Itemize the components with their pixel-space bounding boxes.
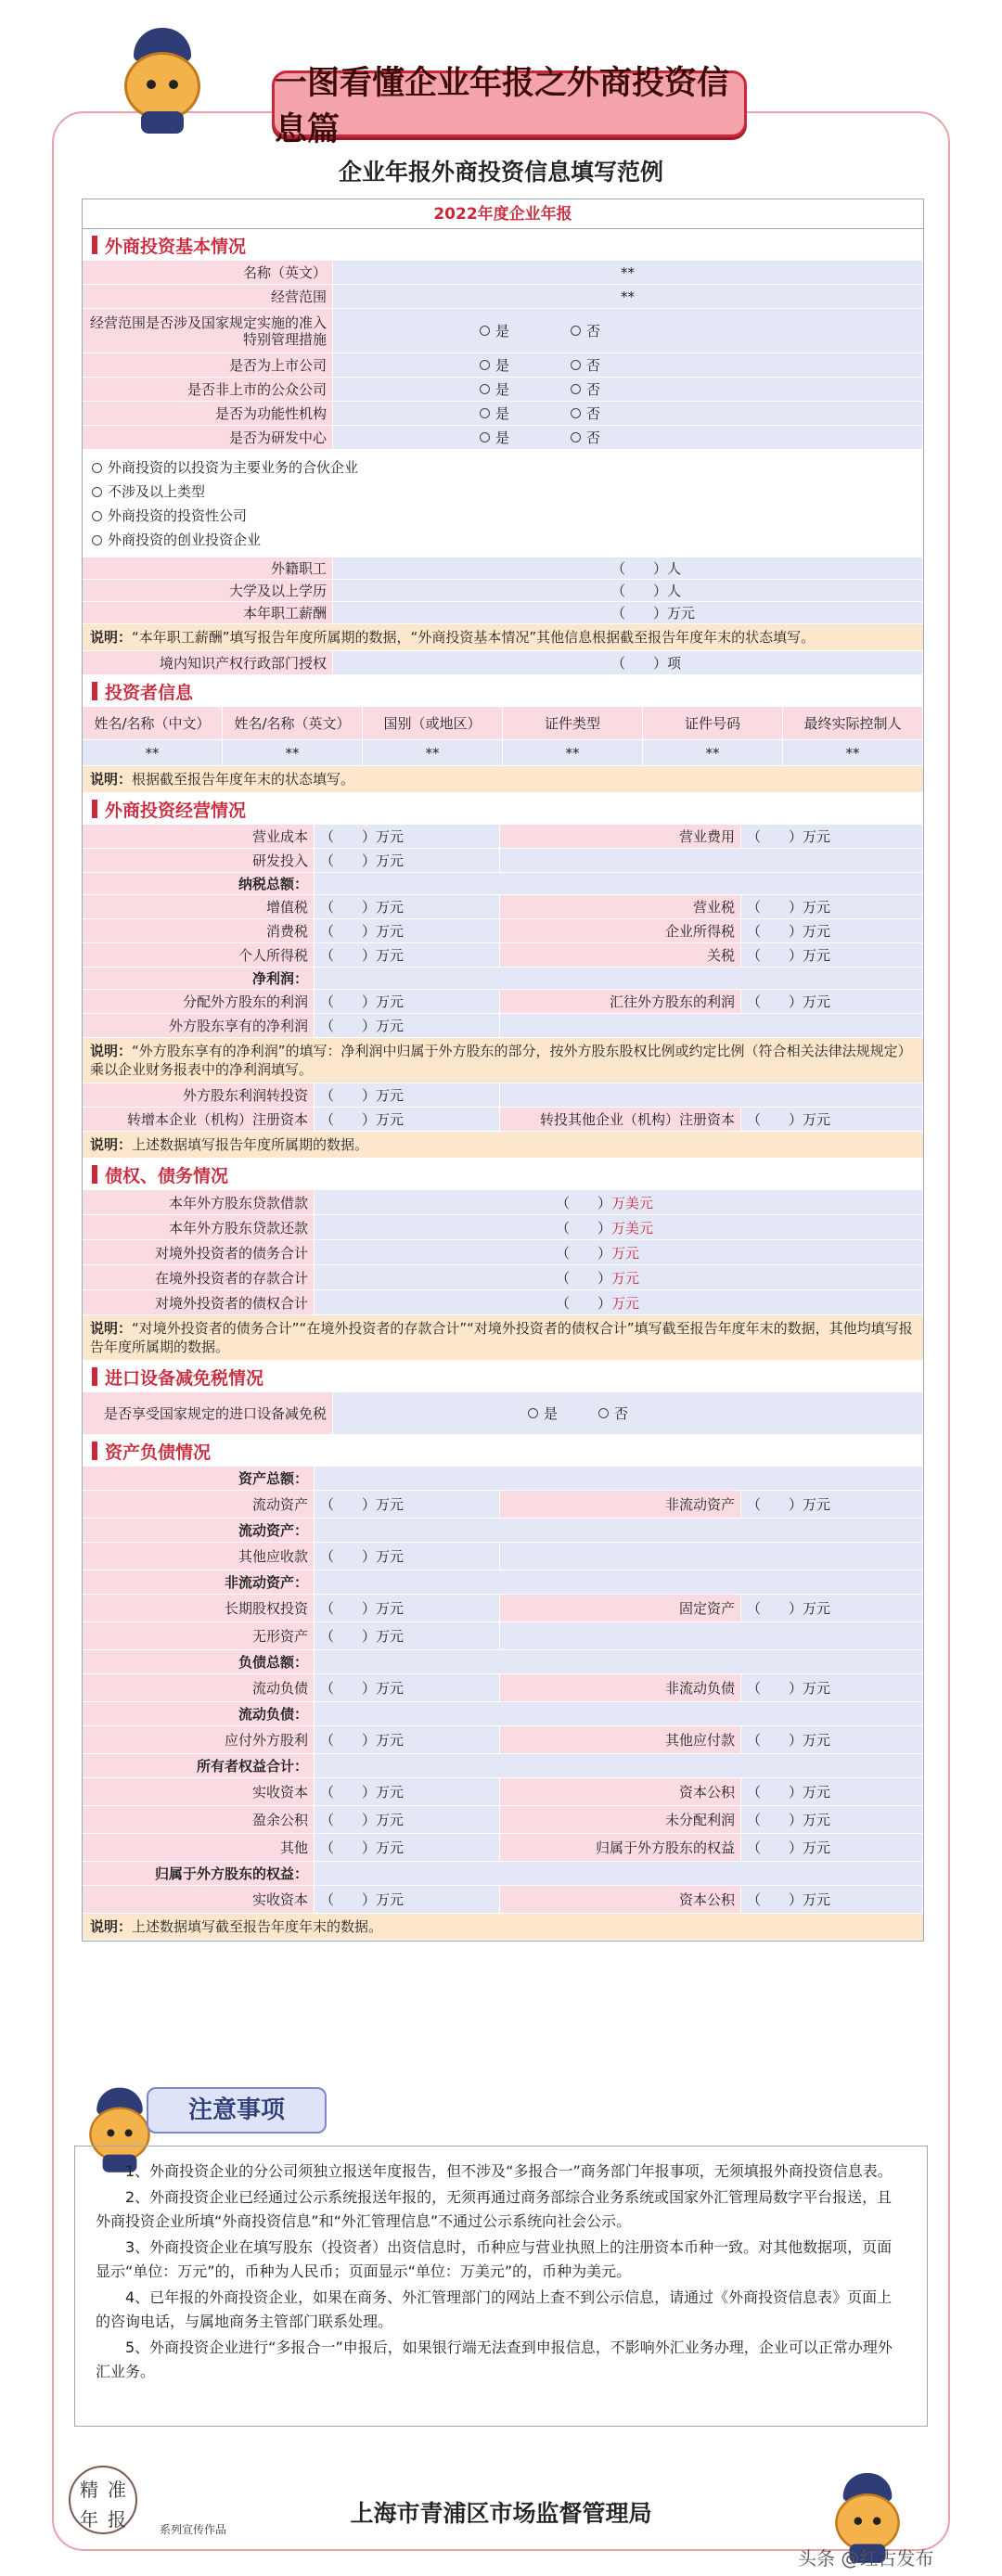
rd-field[interactable]: （ ） 万元 (315, 849, 500, 873)
current-assets-sub-label: 流动资产： (83, 1519, 315, 1543)
lt-equity-label: 长期股权投资 (83, 1595, 315, 1622)
business-tax-label: 营业税 (500, 895, 741, 919)
expense-label: 营业费用 (500, 825, 741, 849)
foreign-staff-field[interactable]: （ ） 人 (333, 557, 923, 580)
equity-total-label: 所有者权益合计： (83, 1754, 315, 1778)
foreign-attrib-field[interactable]: （ ） 万元 (741, 1834, 923, 1862)
paid-capital-field[interactable]: （ ） 万元 (315, 1778, 500, 1806)
surplus-reserve-label: 盈余公积 (83, 1806, 315, 1834)
radio-yes[interactable] (480, 326, 490, 336)
notes-box (74, 2146, 928, 2427)
radio-group[interactable]: 是 否 (333, 378, 923, 402)
current-liab-label: 流动负债 (83, 1674, 315, 1702)
note-item: 2、外商投资企业已经通过公示系统报送年报的，无须再通过商务部综合业务系统或国家外汇管理局数字平台报送，且外商投资企业所填“外商投资信息”和“外汇管理信息”不通过公示系统向社会公示。 (96, 2188, 893, 2230)
remit-profit-label: 汇往外方股东的利润 (500, 990, 741, 1014)
debt-field[interactable]: （ ） 万美元 (315, 1215, 923, 1240)
banner-title: 一图看懂企业年报之外商投资信息篇 (272, 70, 747, 137)
to-other-label: 转投其他企业（机构）注册资本 (500, 1108, 741, 1132)
other-receivable-field[interactable]: （ ） 万元 (315, 1543, 500, 1570)
cost-label: 营业成本 (83, 825, 315, 849)
to-other-field[interactable]: （ ） 万元 (741, 1108, 923, 1132)
type-option[interactable]: 不涉及以上类型 (92, 480, 914, 504)
to-capital-label: 转增本企业（机构）注册资本 (83, 1108, 315, 1132)
table-cell: ** (783, 740, 923, 766)
section-operation-title: 外商投资经营情况 (83, 793, 923, 825)
debt-label: 本年外方股东贷款还款 (83, 1215, 315, 1240)
operation-note-2: 说明：上述数据填写报告年度所属期的数据。 (83, 1132, 923, 1159)
reinvest-field[interactable]: （ ） 万元 (315, 1083, 500, 1108)
section-balance-title: 资产负债情况 (83, 1435, 923, 1467)
college-staff-field[interactable]: （ ） 人 (333, 580, 923, 602)
total-assets-label: 资产总额： (83, 1467, 315, 1491)
radio-yes[interactable] (528, 1408, 538, 1418)
others-field[interactable]: （ ） 万元 (315, 1834, 500, 1862)
radio-group[interactable]: 是 否 (333, 353, 923, 378)
radio-no[interactable] (571, 432, 581, 442)
intangible-label: 无形资产 (83, 1622, 315, 1650)
section-investor-title: 投资者信息 (83, 675, 923, 707)
capital-reserve-label: 资本公积 (500, 1778, 741, 1806)
note-item: 1、外商投资企业的分公司须独立报送年度报告，但不涉及“多报合一”商务部门年报事项，无须填报外商投资信息表。 (125, 2162, 893, 2180)
operation-note: 说明：“外方股东享有的净利润”的填写：净利润中归属于外方股东的部分，按外方股东股权比例或约定比例（符合相关法律法规规定）乘以企业财务报表中的净利润填写。 (83, 1038, 923, 1083)
current-liab-sub-label: 流动负债： (83, 1702, 315, 1726)
foreign-attrib-label: 归属于外方股东的权益 (500, 1834, 741, 1862)
note-item: 5、外商投资企业进行“多报合一”申报后，如果银行端无法查到申报信息，不影响外汇业务办理，企业可以正常办理外汇业务。 (96, 2339, 893, 2380)
noncurrent-assets-label: 非流动资产 (500, 1491, 741, 1519)
total-liab-label: 负债总额： (83, 1650, 315, 1674)
payable-foreign-field[interactable]: （ ） 万元 (315, 1726, 500, 1754)
debt-field[interactable]: （ ） 万元 (315, 1265, 923, 1290)
lt-equity-field[interactable]: （ ） 万元 (315, 1595, 500, 1622)
debt-note: 说明：“对境外投资者的债务合计”“在境外投资者的存款合计”“对境外投资者的债权合计”填写截至报告年度年末的数据，其他均填写报告年度所属期的数据。 (83, 1315, 923, 1361)
dist-profit-field[interactable]: （ ） 万元 (315, 990, 500, 1014)
rd-label: 研发投入 (83, 849, 315, 873)
q-special-measures: 经营范围是否涉及国家规定实施的准入特别管理措施 (83, 309, 333, 353)
noncurrent-assets-field[interactable]: （ ） 万元 (741, 1491, 923, 1519)
paid-capital-2-label: 实收资本 (83, 1886, 315, 1914)
form-subtitle: 企业年报外商投资信息填写范例 (338, 159, 663, 186)
remit-profit-field[interactable]: （ ） 万元 (741, 990, 923, 1014)
type-option[interactable]: 外商投资的创业投资企业 (92, 528, 914, 552)
corp-income-tax-label: 企业所得税 (500, 919, 741, 943)
watermark: 头条 @红古发布 (798, 2547, 934, 2570)
undistributed-label: 未分配利润 (500, 1806, 741, 1834)
balance-note: 说明：上述数据填写截至报告年度年末的数据。 (83, 1914, 923, 1941)
table-cell: ** (223, 740, 363, 766)
equipment-question: 是否享受国家规定的进口设备减免税 (83, 1392, 333, 1435)
customs-field[interactable]: （ ） 万元 (741, 943, 923, 968)
section-basic-title: 外商投资基本情况 (83, 229, 923, 261)
foreign-share-label: 外方股东享有的净利润 (83, 1014, 315, 1038)
radio-no[interactable] (598, 1408, 609, 1418)
section-debt-title: 债权、债务情况 (83, 1159, 923, 1190)
q-listed: 是否为上市公司 (83, 353, 333, 378)
to-capital-field[interactable]: （ ） 万元 (315, 1108, 500, 1132)
ip-label: 境内知识产权行政部门授权 (83, 651, 333, 675)
current-assets-field[interactable]: （ ） 万元 (315, 1491, 500, 1519)
q-rd-center: 是否为研发中心 (83, 426, 333, 450)
other-payable-field[interactable]: （ ） 万元 (741, 1726, 923, 1754)
lion-mascot-icon (111, 20, 213, 134)
salary-field[interactable]: （ ） 万元 (333, 602, 923, 624)
type-option[interactable]: 外商投资的以投资为主要业务的合伙企业 (92, 455, 914, 480)
personal-tax-field[interactable]: （ ） 万元 (315, 943, 500, 968)
sample-form (82, 199, 924, 1942)
current-liab-field[interactable]: （ ） 万元 (315, 1674, 500, 1702)
capital-reserve-field[interactable]: （ ） 万元 (741, 1778, 923, 1806)
table-cell: ** (83, 740, 223, 766)
col-id-number: 证件号码 (643, 707, 783, 740)
consumption-tax-label: 消费税 (83, 919, 315, 943)
footer-org: 上海市青浦区市场监督管理局 (350, 2500, 652, 2527)
corp-income-tax-field[interactable]: （ ） 万元 (741, 919, 923, 943)
investor-header-row (83, 707, 923, 740)
col-controller: 最终实际控制人 (783, 707, 923, 740)
vat-label: 增值税 (83, 895, 315, 919)
fixed-assets-field[interactable]: （ ） 万元 (741, 1595, 923, 1622)
name-en-label: 名称（英文） (83, 261, 333, 285)
type-options (83, 450, 923, 557)
vat-field[interactable]: （ ） 万元 (315, 895, 500, 919)
debt-field[interactable]: （ ） 万美元 (315, 1190, 923, 1215)
col-name-en: 姓名/名称（英文） (223, 707, 363, 740)
radio-group[interactable]: 是 否 (333, 1392, 923, 1435)
radio-no[interactable] (571, 360, 581, 370)
col-id-type: 证件类型 (503, 707, 643, 740)
scope-label: 经营范围 (83, 285, 333, 309)
year-header: 2022年度企业年报 (83, 199, 923, 229)
consumption-tax-field[interactable]: （ ） 万元 (315, 919, 500, 943)
salary-label: 本年职工薪酬 (83, 602, 333, 624)
reinvest-label: 外方股东利润转投资 (83, 1083, 315, 1108)
scope-value: ** (333, 285, 923, 309)
surplus-reserve-field[interactable]: （ ） 万元 (315, 1806, 500, 1834)
other-receivable-label: 其他应收款 (83, 1543, 315, 1570)
col-country: 国别（或地区） (363, 707, 503, 740)
payable-foreign-label: 应付外方股利 (83, 1726, 315, 1754)
debt-label: 本年外方股东贷款借款 (83, 1190, 315, 1215)
radio-group[interactable]: 是 否 (333, 426, 923, 450)
section-equipment-title: 进口设备减免税情况 (83, 1361, 923, 1392)
cost-field[interactable]: （ ） 万元 (315, 825, 500, 849)
college-staff-label: 大学及以上学历 (83, 580, 333, 602)
others-label: 其他 (83, 1834, 315, 1862)
debt-label: 对境外投资者的债权合计 (83, 1290, 315, 1315)
stamp-logo: 精 准 年 报 (69, 2466, 137, 2534)
noncurrent-assets-sub-label: 非流动资产： (83, 1570, 315, 1595)
noncurrent-liab-field[interactable]: （ ） 万元 (741, 1674, 923, 1702)
tax-total-label: 纳税总额： (83, 873, 315, 895)
series-text: 系列宣传作品 (160, 2523, 227, 2536)
radio-group[interactable]: 是 否 (333, 309, 923, 353)
debt-label: 在境外投资者的存款合计 (83, 1265, 315, 1290)
table-cell: ** (643, 740, 783, 766)
capital-reserve-2-field[interactable]: （ ） 万元 (741, 1886, 923, 1914)
capital-reserve-2-label: 资本公积 (500, 1886, 741, 1914)
radio-yes[interactable] (480, 408, 490, 418)
paid-capital-2-field[interactable]: （ ） 万元 (315, 1886, 500, 1914)
dist-profit-label: 分配外方股东的利润 (83, 990, 315, 1014)
table-cell: ** (503, 740, 643, 766)
attention-title: 注意事项 (147, 2087, 327, 2134)
q-functional: 是否为功能性机构 (83, 402, 333, 426)
radio-yes[interactable] (480, 432, 490, 442)
business-tax-field[interactable]: （ ） 万元 (741, 895, 923, 919)
expense-field[interactable]: （ ） 万元 (741, 825, 923, 849)
basic-note: 说明：“本年职工薪酬”填写报告年度所属期的数据，“外商投资基本情况”其他信息根据截至报告年度年末的状态填写。 (83, 624, 923, 651)
radio-yes[interactable] (480, 384, 490, 394)
q-public: 是否非上市的公众公司 (83, 378, 333, 402)
intangible-field[interactable]: （ ） 万元 (315, 1622, 500, 1650)
debt-label: 对境外投资者的债务合计 (83, 1240, 315, 1265)
personal-tax-label: 个人所得税 (83, 943, 315, 968)
col-name-cn: 姓名/名称（中文） (83, 707, 223, 740)
debt-field[interactable]: （ ） 万元 (315, 1290, 923, 1315)
foreign-staff-label: 外籍职工 (83, 557, 333, 580)
name-en-value: ** (333, 261, 923, 285)
investor-value-row (83, 740, 923, 766)
investor-note: 说明：根据截至报告年度年末的状态填写。 (83, 766, 923, 793)
radio-group[interactable]: 是 否 (333, 402, 923, 426)
paid-capital-label: 实收资本 (83, 1778, 315, 1806)
net-profit-label: 净利润： (83, 968, 315, 990)
table-cell: ** (363, 740, 503, 766)
foreign-share-field[interactable]: （ ） 万元 (315, 1014, 500, 1038)
type-option[interactable]: 外商投资的投资性公司 (92, 504, 914, 528)
ip-field[interactable]: （ ） 项 (333, 651, 923, 675)
radio-no[interactable] (571, 326, 581, 336)
other-payable-label: 其他应付款 (500, 1726, 741, 1754)
note-item: 3、外商投资企业在填写股东（投资者）出资信息时，币种应与营业执照上的注册资本币种一致。对其他数据项，页面显示“单位：万元”的，币种为人民币；页面显示“单位：万美元”的，币种为美元。 (96, 2238, 893, 2280)
fixed-assets-label: 固定资产 (500, 1595, 741, 1622)
current-assets-label: 流动资产 (83, 1491, 315, 1519)
radio-yes[interactable] (480, 360, 490, 370)
radio-no[interactable] (571, 408, 581, 418)
foreign-equity-sub-label: 归属于外方股东的权益： (83, 1862, 315, 1886)
noncurrent-liab-label: 非流动负债 (500, 1674, 741, 1702)
radio-no[interactable] (571, 384, 581, 394)
undistributed-field[interactable]: （ ） 万元 (741, 1806, 923, 1834)
note-item: 4、已年报的外商投资企业，如果在商务、外汇管理部门的网站上查不到公示信息，请通过《外商投资信息表》页面上的咨询电话，与属地商务主管部门联系处理。 (96, 2288, 893, 2330)
customs-label: 关税 (500, 943, 741, 968)
debt-field[interactable]: （ ） 万元 (315, 1240, 923, 1265)
